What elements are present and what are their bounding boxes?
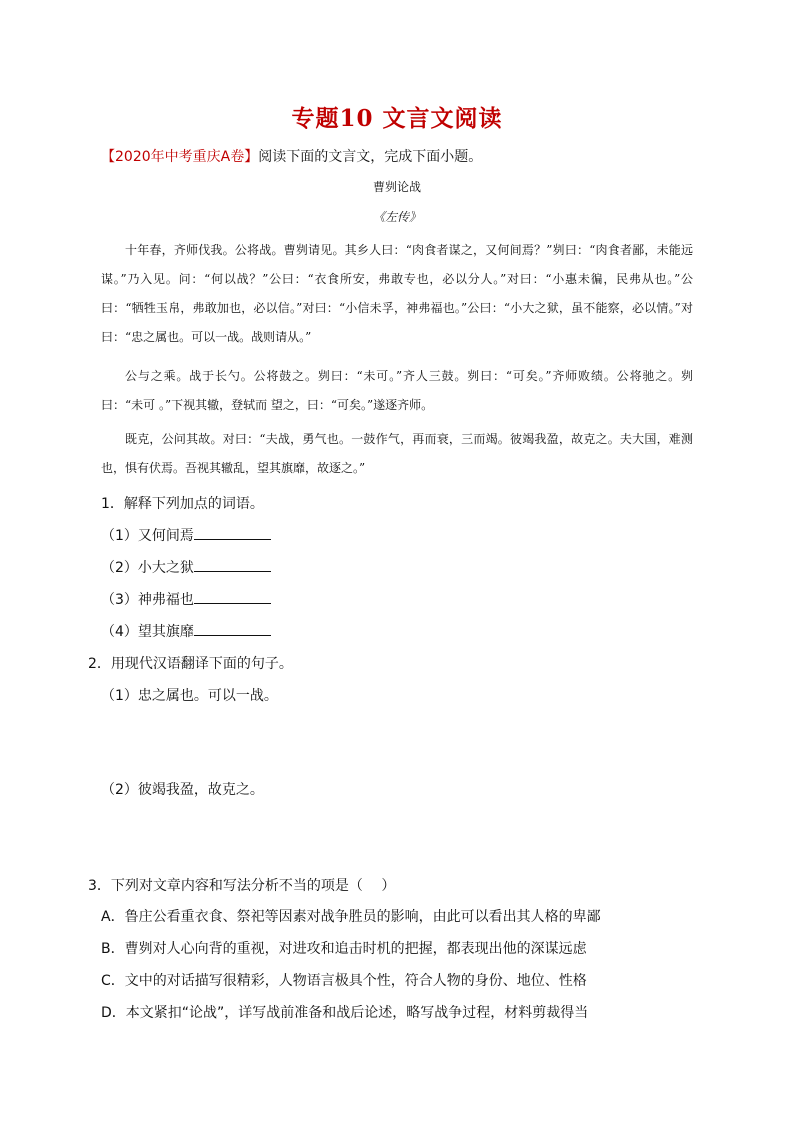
passage-paragraph-3: 既克，公问其故。对曰：“夫战，勇气也。一鼓作气，再而衰，三而竭。彼竭我盈，故克之。夫大国，难测也，惧有伏焉。吾视其辙乱，望其旗靡，故逐之。” bbox=[101, 432, 693, 475]
question-3-option-c: C．文中的对话描写很精彩，人物语言极具个性，符合人物的身份、地位、性格 bbox=[101, 973, 587, 989]
question-3-stem: 3．下列对文章内容和写法分析不当的项是（ ） bbox=[88, 878, 396, 894]
question-1-item bbox=[101, 589, 271, 610]
passage-paragraph-2: 公与之乘。战于长勺。公将鼓之。刿曰：“未可。”齐人三鼓。刿曰：“可矣。”齐师败绩。公将驰之。刿曰：“未可 。”下视其辙，登轼而 望之，曰：“可矣。”遂逐齐师。 bbox=[101, 369, 693, 412]
answer-blank[interactable] bbox=[194, 589, 271, 604]
passage-source: 《左传》 bbox=[372, 210, 421, 224]
question-2-item: （1）忠之属也。可以一战。 bbox=[101, 688, 278, 704]
question-2-item: （2）彼竭我盈，故克之。 bbox=[101, 782, 264, 798]
exam-source: 【2020年中考重庆A卷】 bbox=[101, 149, 259, 165]
question-3-option-a: A．鲁庄公看重衣食、祭祀等因素对战争胜员的影响，由此可以看出其人格的卑鄙 bbox=[101, 909, 601, 925]
question-1-item bbox=[101, 525, 271, 546]
question-3-option-d: D．本文紧扣“论战”，详写战前准备和战后论述，略写战争过程，材料剪裁得当 bbox=[101, 1005, 589, 1021]
question-1-item-label: （4）望其旗靡 bbox=[101, 624, 194, 640]
question-1-item-label: （1）又何间焉 bbox=[101, 528, 194, 544]
question-2-stem: 2．用现代汉语翻译下面的句子。 bbox=[88, 656, 293, 672]
answer-blank[interactable] bbox=[194, 557, 271, 572]
question-1-item-label: （2）小大之狱 bbox=[101, 560, 194, 576]
question-1-stem: 1．解释下列加点的词语。 bbox=[101, 496, 264, 512]
question-3-option-b: B．曹刿对人心向背的重视，对进攻和追击时机的把握，都表现出他的深谋远虑 bbox=[101, 941, 587, 957]
exam-intro bbox=[101, 146, 482, 166]
exam-instruction: 阅读下面的文言文，完成下面小题。 bbox=[258, 149, 483, 165]
question-1-item bbox=[101, 621, 271, 642]
passage-paragraph-1: 十年春，齐师伐我。公将战。曹刿请见。其乡人曰：“肉食者谋之，又何间焉？”刿曰：“肉食者鄙，未能远谋。”乃入见。问：“何以战？”公曰：“衣食所安，弗敢专也，必以分人。”对曰：“小惠未徧，民弗从也。”公曰：“牺牲玉帛，弗敢加也，必以信。”对曰：“小信未孚，神弗福也。”公曰：“小大之狱，虽不能察，必以情。”对曰：“忠之属也。可以一战。战则请从。” bbox=[101, 243, 693, 344]
question-1-item-label: （3）神弗福也 bbox=[101, 592, 194, 608]
page-title: 专题10 文言文阅读 bbox=[291, 105, 503, 132]
question-1-item bbox=[101, 557, 271, 578]
answer-blank[interactable] bbox=[194, 621, 271, 636]
answer-blank[interactable] bbox=[194, 525, 271, 540]
passage-title: 曹刿论战 bbox=[372, 180, 421, 194]
